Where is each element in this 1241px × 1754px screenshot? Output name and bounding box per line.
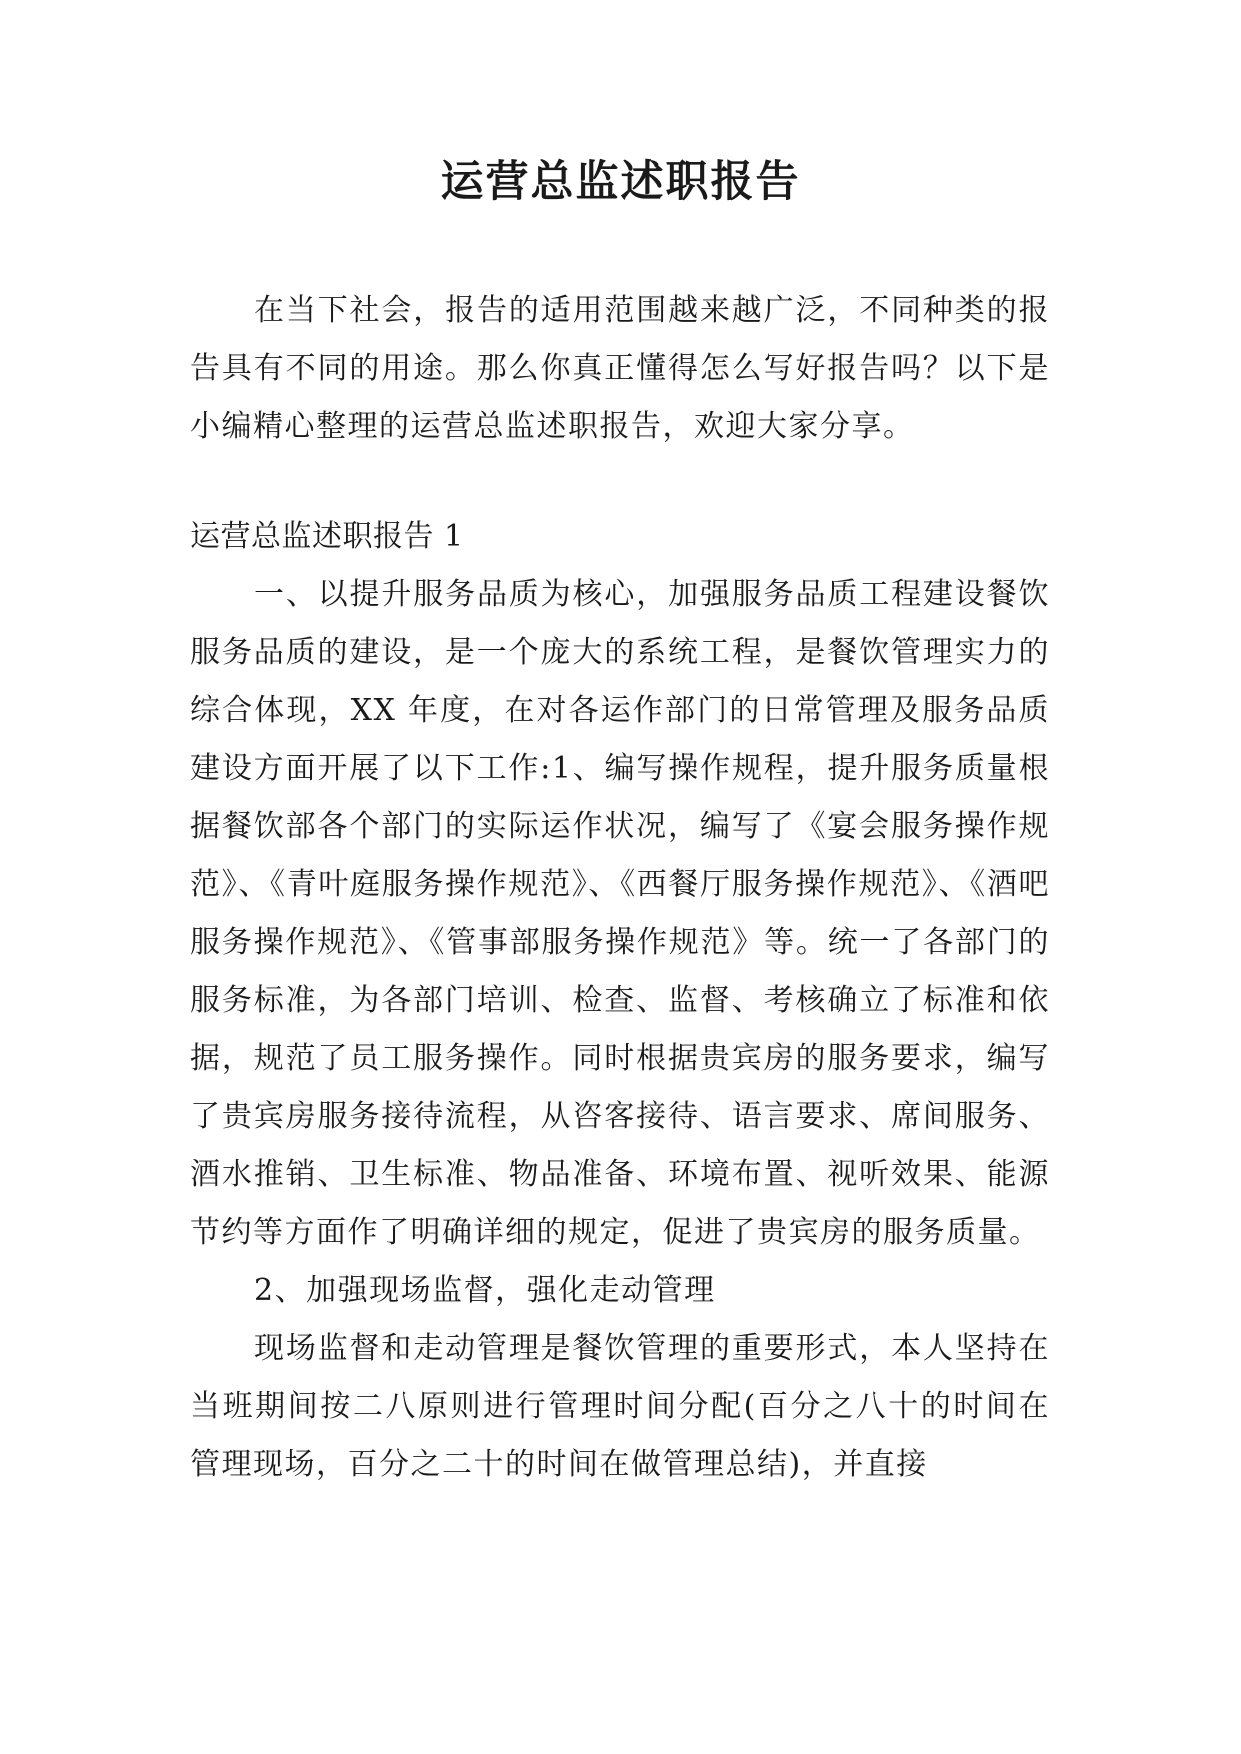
body-paragraph: 2、加强现场监督，强化走动管理 <box>254 1273 716 1308</box>
body-paragraph: 一、以提升服务品质为核心，加强服务品质工程建设餐饮服务品质的建设，是一个庞大的系统工程，是餐饮管理实力的综合体现，XX 年度，在对各运作部门的日常管理及服务品质建设方面开展了以下工作:1、编写操作规程，提升服务质量根据餐饮部各个部门的实际运作状况，编写了《宴会服务操作规范》、《青叶庭服务操作规范》、《西餐厅服务操作规范》、《酒吧服务操作规范》、《管事部服务操作规范》等。统一了各部门的服务标准，为各部门培训、检查、监督、考核确立了标准和依据，规范了员工服务操作。同时根据贵宾房的服务要求，编写了贵宾房服务接待流程，从咨客接待、语言要求、席间服务、酒水推销、卫生标准、物品准备、环境布置、视听效果、能源节约等方面作了明确详细的规定，促进了贵宾房的服务质量。 <box>190 577 1050 1250</box>
page-title: 运营总监述职报告 <box>440 157 801 207</box>
intro-paragraph: 在当下社会，报告的适用范围越来越广泛，不同种类的报告具有不同的用途。那么你真正懂得怎么写好报告吗？以下是小编精心整理的运营总监述职报告，欢迎大家分享。 <box>190 293 1050 444</box>
section-heading: 运营总监述职报告 1 <box>190 519 464 554</box>
document-body <box>190 282 1050 1494</box>
body-paragraph: 现场监督和走动管理是餐饮管理的重要形式，本人坚持在当班期间按二八原则进行管理时间分配(百分之八十的时间在管理现场，百分之二十的时间在做管理总结)，并直接 <box>190 1331 1050 1482</box>
paragraph-gap <box>190 456 1050 508</box>
